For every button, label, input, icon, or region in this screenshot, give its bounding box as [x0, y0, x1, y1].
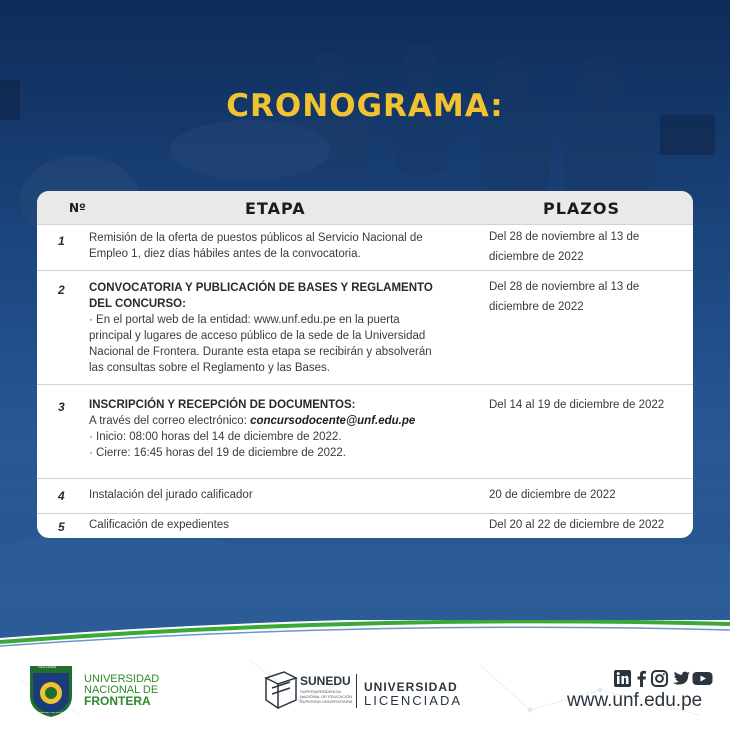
etapa-heading: INSCRIPCIÓN Y RECEPCIÓN DE DOCUMENTOS:	[89, 399, 356, 411]
plazo-line: diciembre de 2022	[489, 251, 584, 263]
page-title: CRONOGRAMA:	[226, 88, 504, 124]
etapa-line: principal y lugares de acceso público de la sede de la Universidad	[89, 330, 426, 342]
plazo-cell	[489, 395, 679, 415]
header-etapa: ETAPA	[245, 199, 306, 218]
website-link[interactable]: www.unf.edu.pe	[567, 690, 703, 711]
plazo-line: Del 28 de noviembre al 13 de	[489, 281, 640, 293]
etapa-heading: CONVOCATORIA Y PUBLICACIÓN DE BASES Y REGLAMENTO	[89, 282, 433, 294]
licenciada-line-1: UNIVERSIDAD	[364, 680, 458, 694]
sunedu-sub-line: SUPERINTENDENCIA	[300, 689, 341, 694]
plazo-cell	[489, 227, 679, 267]
table-header	[37, 191, 693, 224]
divider	[356, 674, 357, 708]
row-number: 3	[58, 400, 65, 414]
row-number: 5	[58, 520, 65, 534]
email-line	[89, 413, 437, 429]
plazo-cell	[489, 485, 679, 505]
univ-name-3: FRONTERA	[84, 694, 151, 708]
etapa-line: · En el portal web de la entidad: www.unf.edu.pe en la puerta	[89, 314, 400, 326]
row-number: 4	[58, 489, 65, 503]
licenciada-line-2: LICENCIADA	[364, 693, 463, 708]
twitter-icon[interactable]	[672, 670, 691, 687]
plazo-line: Del 14 al 19 de diciembre de 2022	[489, 399, 665, 411]
plazo-line: Del 28 de noviembre al 13 de	[489, 231, 640, 243]
plazo-cell	[489, 515, 679, 535]
row-number: 1	[58, 234, 65, 248]
linkedin-icon[interactable]	[614, 670, 632, 687]
sunedu-sub-line: SUPERIOR UNIVERSITARIA	[300, 699, 353, 704]
email-prefix: A través del correo electrónico:	[89, 415, 251, 427]
etapa-heading: DEL CONCURSO:	[89, 298, 186, 310]
etapa-cell	[89, 230, 437, 262]
etapa-line: Remisión de la oferta de puestos públicos al Servicio Nacional de	[89, 232, 423, 244]
etapa-line: Nacional de Frontera. Durante esta etapa se recibirán y absolverán	[89, 346, 432, 358]
etapa-line: Empleo 1, diez días hábiles antes de la convocatoria.	[89, 248, 361, 260]
etapa-cell	[89, 487, 437, 503]
etapa-cell	[89, 517, 437, 533]
etapa-line: · Inicio: 08:00 horas del 14 de diciembre de 2022.	[89, 431, 342, 443]
plazo-line: 20 de diciembre de 2022	[489, 489, 616, 501]
logo-text-top: SULLANA	[38, 664, 57, 669]
univ-name-2: NACIONAL DE	[84, 684, 159, 696]
email-link[interactable]: concursodocente@unf.edu.pe	[250, 415, 416, 427]
table-row	[37, 224, 693, 270]
etapa-line: las consultas sobre el Reglamento y las Bases.	[89, 362, 330, 374]
etapa-cell	[89, 397, 437, 461]
etapa-cell	[89, 280, 437, 376]
table-row	[37, 270, 693, 384]
logo-text-ring: UNIVERSIDAD NACIONAL DE FRONTERA	[31, 712, 71, 714]
plazo-line: diciembre de 2022	[489, 301, 584, 313]
sunedu-logo-icon	[264, 670, 298, 710]
header-plazos: PLAZOS	[543, 199, 621, 218]
etapa-line: Instalación del jurado calificador	[89, 489, 253, 501]
row-number: 2	[58, 283, 65, 297]
table-row	[37, 513, 693, 538]
youtube-icon[interactable]	[692, 670, 713, 687]
table-row	[37, 384, 693, 478]
plazo-line: Del 20 al 22 de diciembre de 2022	[489, 519, 665, 531]
etapa-line: Calificación de expedientes	[89, 519, 230, 531]
schedule-table	[37, 191, 693, 538]
sunedu-sub-line: NACIONAL DE EDUCACIÓN	[300, 694, 353, 699]
sunedu-name: SUNEDU	[300, 674, 351, 688]
plazo-cell	[489, 277, 679, 317]
univ-name-1: UNIVERSIDAD	[84, 673, 160, 685]
header-no: Nº	[69, 201, 86, 215]
university-logo	[26, 662, 76, 718]
facebook-icon[interactable]	[636, 670, 647, 687]
sunedu-subtitle	[300, 689, 360, 704]
etapa-line: · Cierre: 16:45 horas del 19 de diciembre de 2022.	[89, 447, 346, 459]
table-row	[37, 478, 693, 513]
instagram-icon[interactable]	[651, 670, 668, 687]
